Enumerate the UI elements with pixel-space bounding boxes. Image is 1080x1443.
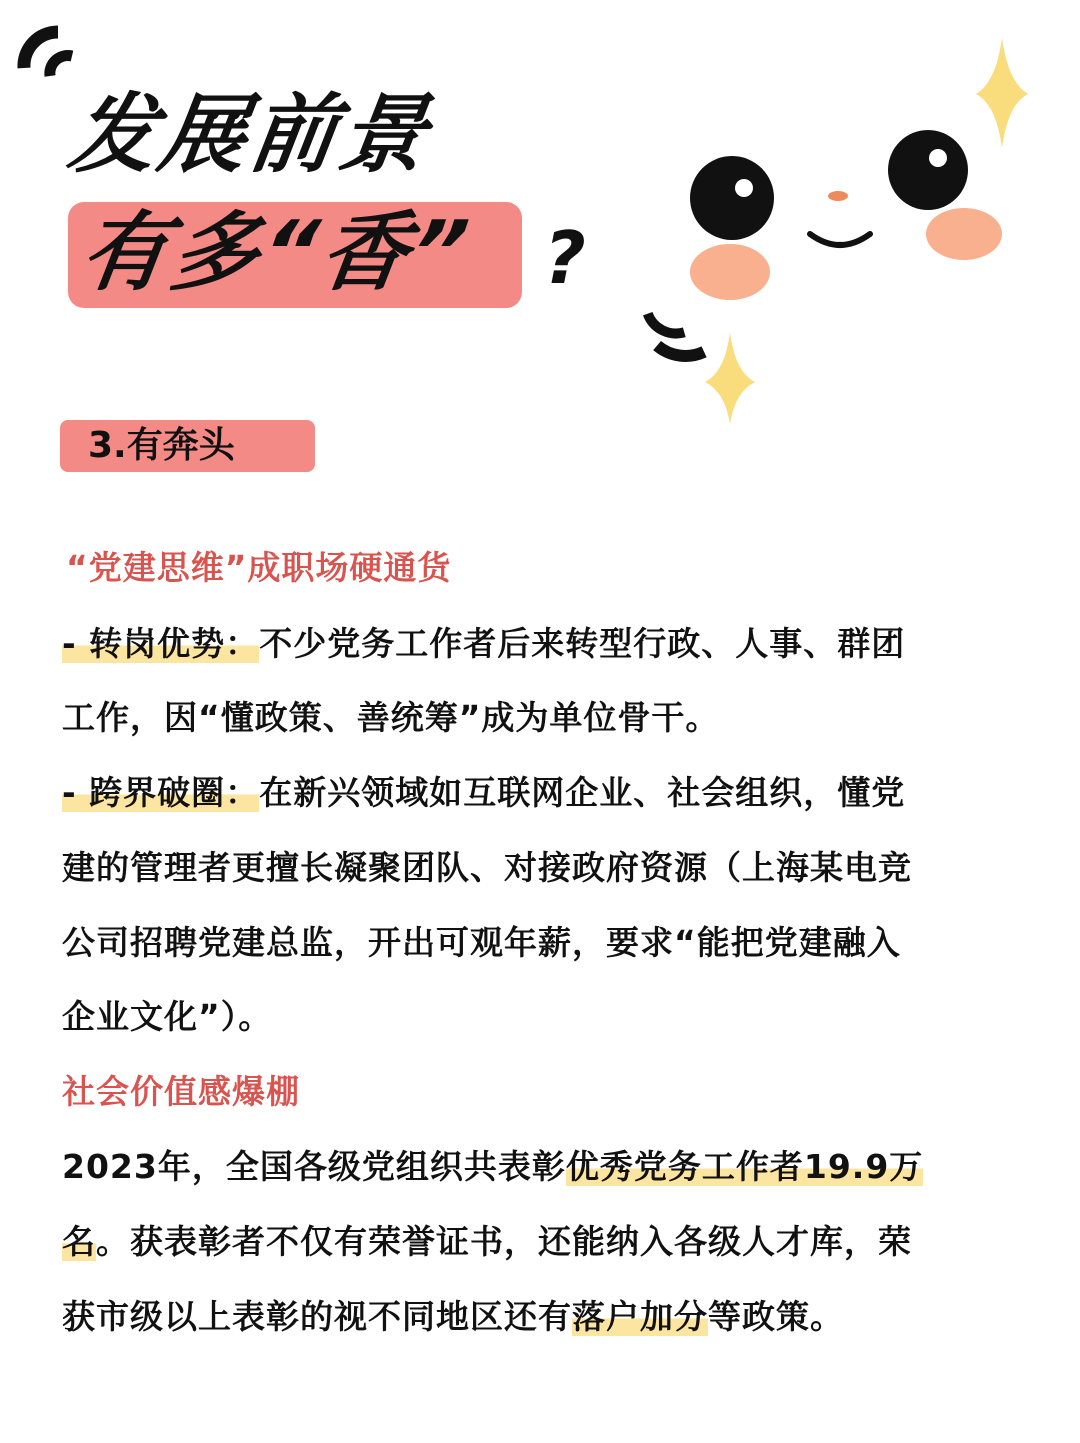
section-label: 3.有奔头: [88, 425, 235, 466]
headline-question-mark: ?: [544, 216, 586, 300]
highlight-count-end: 名: [62, 1222, 96, 1261]
left-eye-icon: [690, 156, 774, 240]
highlight-count: 优秀党务工作者19.9万: [565, 1147, 924, 1186]
paragraph-line: 名。获表彰者不仅有荣誉证书，还能纳入各级人才库，荣: [62, 1222, 912, 1261]
motion-marks-top-left: [14, 18, 84, 88]
paragraph-line: - 转岗优势：不少党务工作者后来转型行政、人事、群团: [62, 624, 906, 663]
right-blush-icon: [926, 208, 1002, 260]
paragraph-line: 企业文化”）。: [62, 997, 273, 1036]
subheading-party-thinking: “党建思维”成职场硬通货: [66, 548, 452, 587]
sparkle-icon: [976, 38, 1028, 148]
highlight-transfer-advantage: - 转岗优势：: [62, 624, 260, 663]
left-blush-icon: [690, 244, 770, 300]
smile-icon: [810, 234, 870, 245]
right-eye-icon: [888, 130, 968, 210]
subheading-social-value: 社会价值感爆棚: [62, 1072, 300, 1111]
sparkle-icon: [705, 332, 755, 424]
headline-line2: 有多“香”: [74, 203, 478, 303]
paragraph-line: 公司招聘党建总监，开出可观年薪，要求“能把党建融入: [62, 923, 901, 962]
highlight-crossover: - 跨界破圈：: [62, 773, 260, 812]
paragraph-line: 工作，因“懂政策、善统筹”成为单位骨干。: [62, 698, 720, 737]
paragraph-line: 建的管理者更擅长凝聚团队、对接政府资源（上海某电竞: [62, 848, 912, 887]
paragraph-line: - 跨界破圈：在新兴领域如互联网企业、社会组织，懂党: [62, 773, 906, 812]
paragraph-line: 2023年，全国各级党组织共表彰优秀党务工作者19.9万: [62, 1147, 924, 1186]
nose-icon: [828, 191, 848, 201]
paragraph-line: 获市级以上表彰的视不同地区还有落户加分等政策。: [62, 1297, 844, 1336]
headline-line1: 发展前景: [62, 85, 438, 185]
highlight-settlement-points: 落户加分: [572, 1297, 708, 1336]
cute-face-illustration: [640, 20, 1060, 440]
